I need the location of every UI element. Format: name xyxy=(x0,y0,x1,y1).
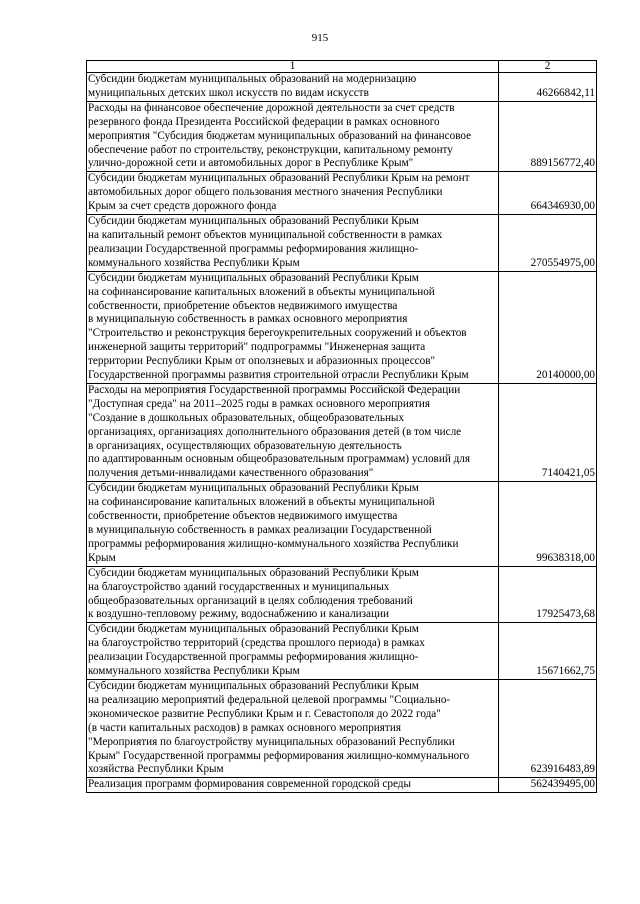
description-line: собственности, приобретение объектов недвижимого имущества xyxy=(88,299,398,312)
table-row xyxy=(87,679,597,777)
column-header-2: 2 xyxy=(499,61,597,73)
description-line: на софинансирование капитальных вложений в объекты муниципальной xyxy=(88,496,435,509)
description-line: коммунального хозяйства Республики Крым xyxy=(88,256,300,269)
description-line: реализации Государственной программы реформирования жилищно- xyxy=(88,651,419,664)
description-line: Расходы на мероприятия Государственной программы Российской Федерации xyxy=(88,383,461,396)
row-amount: 15671662,75 xyxy=(499,623,597,680)
description-line: Субсидии бюджетам муниципальных образований Республики Крым xyxy=(88,215,419,228)
row-amount: 562439495,00 xyxy=(499,778,597,793)
table-row xyxy=(87,383,597,481)
description-line: Субсидии бюджетам муниципальных образований Республики Крым xyxy=(88,482,419,495)
description-line: Субсидии бюджетам муниципальных образований Республики Крым xyxy=(88,566,419,579)
description-line: инженерной защиты территорий" подпрограммы "Инженерная защита xyxy=(88,341,426,354)
table-row xyxy=(87,271,597,383)
description-line: на благоустройство территорий (средства прошлого периода) в рамках xyxy=(88,637,425,650)
table-row xyxy=(87,73,597,102)
description-line: хозяйства Республики Крым xyxy=(88,763,224,776)
description-line: "Мероприятия по благоустройству муниципальных образований Республики xyxy=(88,735,455,748)
description-line: Субсидии бюджетам муниципальных образований Республики Крым xyxy=(88,679,419,692)
table-row xyxy=(87,623,597,680)
description-line: реализации Государственной программы реформирования жилищно- xyxy=(88,242,419,255)
description-line: Реализация программ формирования современной городской среды xyxy=(88,778,411,791)
description-line: общеобразовательных организаций в целях соблюдения требований xyxy=(88,594,413,607)
description-line: (в части капитальных расходов) в рамках основного мероприятия xyxy=(88,721,401,734)
description-line: территории Республики Крым от оползневых и абразионных процессов" xyxy=(88,355,436,368)
description-line: в организациях, осуществляющих образовательную деятельность xyxy=(88,439,402,452)
row-description xyxy=(87,623,499,680)
page-number: 915 xyxy=(311,32,329,44)
description-line: организациях, организациях дополнительного образования детей (в том числе xyxy=(88,425,462,438)
description-line: на капитальный ремонт объектов муниципальной собственности в рамках xyxy=(88,228,443,241)
description-line: получения детьми-инвалидами качественного образования" xyxy=(88,467,374,480)
row-amount: 46266842,11 xyxy=(499,73,597,102)
description-line: улично-дорожной сети и автомобильных дорог в Республике Крым" xyxy=(88,157,414,170)
description-line: Крым xyxy=(88,551,116,564)
table-row xyxy=(87,172,597,215)
description-line: Субсидии бюджетам муниципальных образований на модернизацию xyxy=(88,73,417,85)
table-row xyxy=(87,101,597,172)
table-header-row xyxy=(87,61,597,73)
description-line: в муниципальную собственность в рамках реализации Государственной xyxy=(88,524,432,536)
description-line: Субсидии бюджетам муниципальных образований Республики Крым на ремонт xyxy=(88,172,470,185)
description-line: Субсидии бюджетам муниципальных образований Республики Крым xyxy=(88,271,419,284)
description-line: в муниципальную собственность в рамках основного мероприятия xyxy=(88,313,408,326)
table-row xyxy=(87,778,597,793)
row-amount: 664346930,00 xyxy=(499,172,597,215)
description-line: "Доступная среда" на 2011–2025 годы в рамках основного мероприятия xyxy=(88,397,431,410)
row-amount: 99638318,00 xyxy=(499,482,597,566)
row-amount: 20140000,00 xyxy=(499,271,597,383)
row-description xyxy=(87,482,499,566)
row-description xyxy=(87,101,499,172)
description-line: к воздушно-тепловому режиму, водоснабжению и канализации xyxy=(88,608,389,621)
row-description xyxy=(87,566,499,623)
description-line: экономическое развитие Республики Крым и г. Севастополя до 2022 года" xyxy=(88,707,441,720)
row-description xyxy=(87,679,499,777)
description-line: на благоустройство зданий государственных и муниципальных xyxy=(88,580,390,593)
row-amount: 17925473,68 xyxy=(499,566,597,623)
description-line: мероприятия "Субсидия бюджетам муниципальных образований на финансовое xyxy=(88,129,472,142)
row-description xyxy=(87,73,499,102)
description-line: муниципальных детских школ искусств по видам искусств xyxy=(88,86,369,99)
row-description xyxy=(87,778,499,793)
row-description xyxy=(87,172,499,215)
description-line: программы реформирования жилищно-коммунального хозяйства Республики xyxy=(88,537,459,550)
description-line: Государственной программы развития строительной отрасли Республики Крым xyxy=(88,369,469,382)
row-description xyxy=(87,271,499,383)
row-description xyxy=(87,215,499,272)
row-description xyxy=(87,383,499,481)
budget-table xyxy=(86,60,597,793)
column-header-1: 1 xyxy=(87,61,499,73)
description-line: на софинансирование капитальных вложений в объекты муниципальной xyxy=(88,285,435,298)
description-line: автомобильных дорог общего пользования местного значения Республики xyxy=(88,186,443,199)
description-line: по адаптированным основным общеобразовательным программам) условий для xyxy=(88,453,471,466)
row-amount: 889156772,40 xyxy=(499,101,597,172)
description-line: "Строительство и реконструкция берегоукрепительных сооружений и объектов xyxy=(88,327,467,340)
description-line: коммунального хозяйства Республики Крым xyxy=(88,665,300,678)
description-line: Расходы на финансовое обеспечение дорожной деятельности за счет средств xyxy=(88,101,455,114)
row-amount: 270554975,00 xyxy=(499,215,597,272)
description-line: Субсидии бюджетам муниципальных образований Республики Крым xyxy=(88,623,419,636)
description-line: Крым за счет средств дорожного фонда xyxy=(88,200,277,213)
row-amount: 623916483,89 xyxy=(499,679,597,777)
row-amount: 7140421,05 xyxy=(499,383,597,481)
table-row xyxy=(87,215,597,272)
description-line: резервного фонда Президента Российской федерации в рамках основного xyxy=(88,115,440,128)
table-row xyxy=(87,482,597,566)
description-line: собственности, приобретение объектов недвижимого имущества xyxy=(88,510,398,523)
description-line: Крым" Государственной программы реформирования жилищно-коммунального xyxy=(88,749,470,762)
table-row xyxy=(87,566,597,623)
description-line: обеспечение работ по строительству, реконструкции, капитальному ремонту xyxy=(88,143,453,156)
description-line: на реализацию мероприятий федеральной целевой программы "Социально- xyxy=(88,693,451,706)
description-line: "Создание в дошкольных образовательных, общеобразовательных xyxy=(88,411,405,424)
